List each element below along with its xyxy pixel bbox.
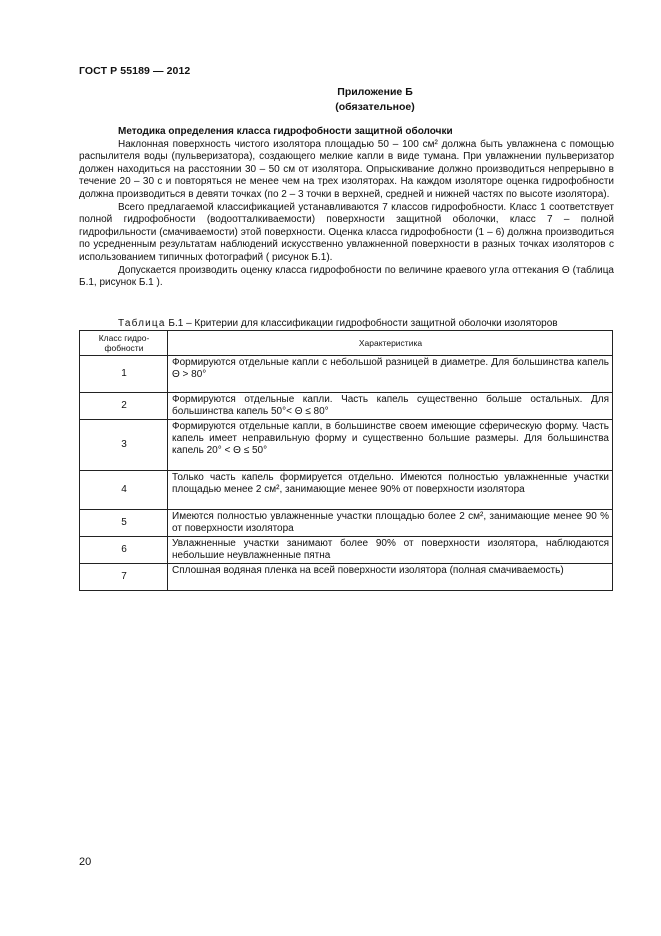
table-row	[80, 393, 613, 420]
appendix-heading	[300, 85, 450, 115]
class-cell: 1	[80, 356, 168, 393]
hydrophobicity-table	[79, 330, 613, 591]
table-row	[80, 356, 613, 393]
characteristic-cell: Формируются отдельные капли. Часть капель существенно больше остальных. Для большинства капель 50°< Θ ≤ 80°	[168, 393, 613, 420]
paragraph: Допускается производить оценку класса гидрофобности по величине краевого угла оттекания Θ (таблица Б.1, рисунок Б.1 ).	[79, 264, 614, 289]
table-row	[80, 420, 613, 471]
paragraph: Наклонная поверхность чистого изолятора площадью 50 – 100 см² должна быть увлажнена с помощью распылителя воды (пульверизатора), создающего мелкие капли в виде тумана. При увлажнении пульверизатор должен находиться на расстоянии 30 – 50 см от изолятора. Опрыскивание должно производиться непрерывно в течение 20 – 30 с и повторяться не менее чем на трех изоляторах. На каждом изоляторе оценка гидрофобности должна производиться в девяти точках (по 2 – 3 точки в верхней, средней и нижней частях по высоте изолятора).	[79, 138, 614, 200]
appendix-title: Приложение Б	[337, 86, 413, 98]
characteristic-cell: Сплошная водяная пленка на всей поверхности изолятора (полная смачиваемость)	[168, 564, 613, 591]
table-row	[80, 564, 613, 591]
characteristic-cell: Формируются отдельные капли, в большинстве своем имеющие сферическую форму. Часть капель имеет неправильную форму и существенно большие размеры. Для большинства капель 20° < Θ ≤ 50°	[168, 420, 613, 471]
characteristic-cell: Только часть капель формируется отдельно. Имеются полностью увлажненные участки площадью менее 2 см², занимающие менее 90% от поверхности изолятора	[168, 471, 613, 510]
table-caption	[118, 318, 558, 329]
table-row	[80, 471, 613, 510]
table-caption-label: Таблица	[118, 318, 166, 329]
characteristic-cell: Имеются полностью увлажненные участки площадью более 2 см², занимающие менее 90 % от поверхности изолятора	[168, 510, 613, 537]
class-cell: 2	[80, 393, 168, 420]
class-cell: 3	[80, 420, 168, 471]
column-header-characteristic: Характеристика	[168, 331, 613, 356]
standard-header: ГОСТ Р 55189 — 2012	[79, 65, 191, 77]
table-row	[80, 510, 613, 537]
section-body	[79, 126, 614, 290]
section-title: Методика определения класса гидрофобности защитной оболочки	[118, 126, 453, 137]
paragraph: Всего предлагаемой классификацией устанавливаются 7 классов гидрофобности. Класс 1 соответствует полной гидрофобности (водоотталкиваемости) поверхности защитной оболочки, класс 7 – полной гидрофильности (смачиваемости) этой поверхности. Оценка класса гидрофобности (1 – 6) должна производиться по усредненным результатам наблюдений искусственно увлажненной поверхности в разных точках изоляторов с использованием типичных фотографий ( рисунок Б.1).	[79, 201, 614, 263]
characteristic-cell: Формируются отдельные капли с небольшой разницей в диаметре. Для большинства капель Θ > 80°	[168, 356, 613, 393]
appendix-subtitle: (обязательное)	[335, 101, 415, 113]
table-caption-text: Б.1 – Критерии для классификации гидрофобности защитной оболочки изоляторов	[168, 318, 558, 329]
table-row	[80, 537, 613, 564]
table-header-row	[80, 331, 613, 356]
page-number: 20	[79, 856, 92, 868]
class-cell: 4	[80, 471, 168, 510]
column-header-class: Класс гидро-фобности	[80, 331, 168, 356]
class-cell: 7	[80, 564, 168, 591]
class-cell: 6	[80, 537, 168, 564]
characteristic-cell: Увлажненные участки занимают более 90% от поверхности изолятора, наблюдаются небольшие неувлажненные пятна	[168, 537, 613, 564]
class-cell: 5	[80, 510, 168, 537]
